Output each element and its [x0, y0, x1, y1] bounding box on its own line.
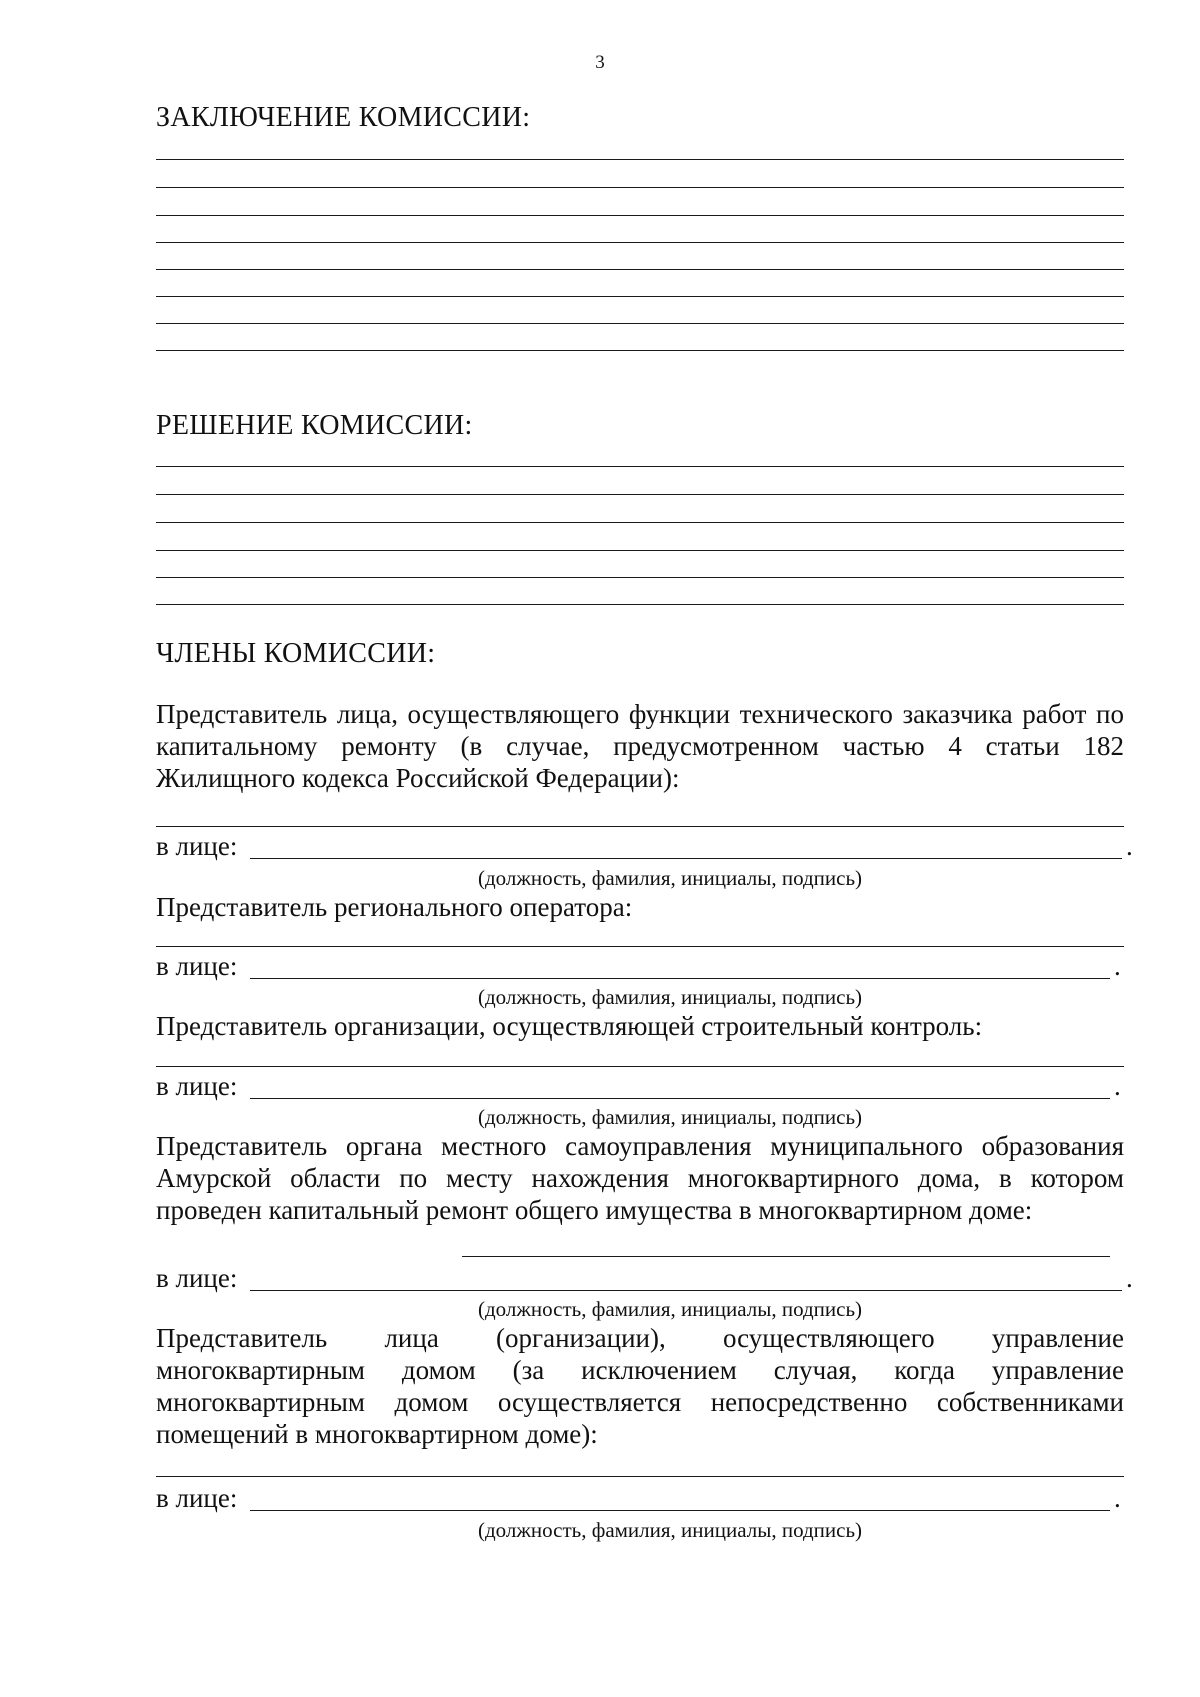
representative-name-line[interactable] — [156, 1476, 1124, 1477]
representative-technical-customer: Представитель лица, осуществляющего функции технического заказчика работ по капитальному ремонту (в случае, предусмотренном частью 4 статьи 182 Жилищного кодекса Российской Федерации): — [156, 699, 1124, 793]
person-fill-line[interactable] — [250, 1510, 1110, 1511]
person-fill-line[interactable] — [250, 1098, 1110, 1099]
conclusion-line[interactable] — [156, 350, 1124, 351]
person-label: в лице: — [156, 831, 238, 861]
person-label: в лице: — [156, 1483, 238, 1513]
representative-name-line[interactable] — [462, 1256, 1110, 1257]
decision-line[interactable] — [156, 604, 1124, 605]
conclusion-line[interactable] — [156, 242, 1124, 243]
signature-caption: (должность, фамилия, инициалы, подпись) — [477, 866, 863, 890]
representative-name-line[interactable] — [156, 1066, 1124, 1067]
signature-caption: (должность, фамилия, инициалы, подпись) — [477, 985, 863, 1009]
decision-line[interactable] — [156, 522, 1124, 523]
decision-line[interactable] — [156, 550, 1124, 551]
person-label: в лице: — [156, 1263, 238, 1293]
conclusion-line[interactable] — [156, 323, 1124, 324]
conclusion-line[interactable] — [156, 296, 1124, 297]
page-number: 3 — [595, 52, 605, 73]
representative-construction-control: Представитель организации, осуществляющей строительный контроль: — [156, 1011, 983, 1041]
signature-caption: (должность, фамилия, инициалы, подпись) — [477, 1518, 863, 1542]
conclusion-line[interactable] — [156, 159, 1124, 160]
conclusion-line[interactable] — [156, 215, 1124, 216]
person-fill-line[interactable] — [250, 1290, 1122, 1291]
conclusion-heading: ЗАКЛЮЧЕНИЕ КОМИССИИ: — [156, 102, 531, 133]
decision-line[interactable] — [156, 466, 1124, 467]
person-label: в лице: — [156, 951, 238, 981]
person-label: в лице: — [156, 1071, 238, 1101]
conclusion-line[interactable] — [156, 187, 1124, 188]
representative-name-line[interactable] — [156, 946, 1124, 947]
members-heading: ЧЛЕНЫ КОМИССИИ: — [156, 638, 436, 669]
decision-heading: РЕШЕНИЕ КОМИССИИ: — [156, 410, 473, 441]
conclusion-line[interactable] — [156, 269, 1124, 270]
decision-line[interactable] — [156, 577, 1124, 578]
signature-caption: (должность, фамилия, инициалы, подпись) — [477, 1105, 863, 1129]
decision-line[interactable] — [156, 494, 1124, 495]
representative-local-government: Представитель органа местного самоуправления муниципального образования Амурской области по месту нахождения многоквартирного дома, в котором проведен капитальный ремонт общего имущества в многоквартирном доме: — [156, 1131, 1124, 1225]
person-fill-line[interactable] — [250, 858, 1122, 859]
representative-regional-operator: Представитель регионального оператора: — [156, 892, 633, 922]
representative-building-management: Представитель лица (организации), осуществляющего управление многоквартирным домом (за исключением случая, когда управление многоквартирным домом осуществляется непосредственно собственниками помещений в многоквартирном доме): — [156, 1323, 1124, 1449]
representative-name-line[interactable] — [156, 826, 1124, 827]
signature-caption: (должность, фамилия, инициалы, подпись) — [477, 1297, 863, 1321]
person-fill-line[interactable] — [250, 978, 1110, 979]
